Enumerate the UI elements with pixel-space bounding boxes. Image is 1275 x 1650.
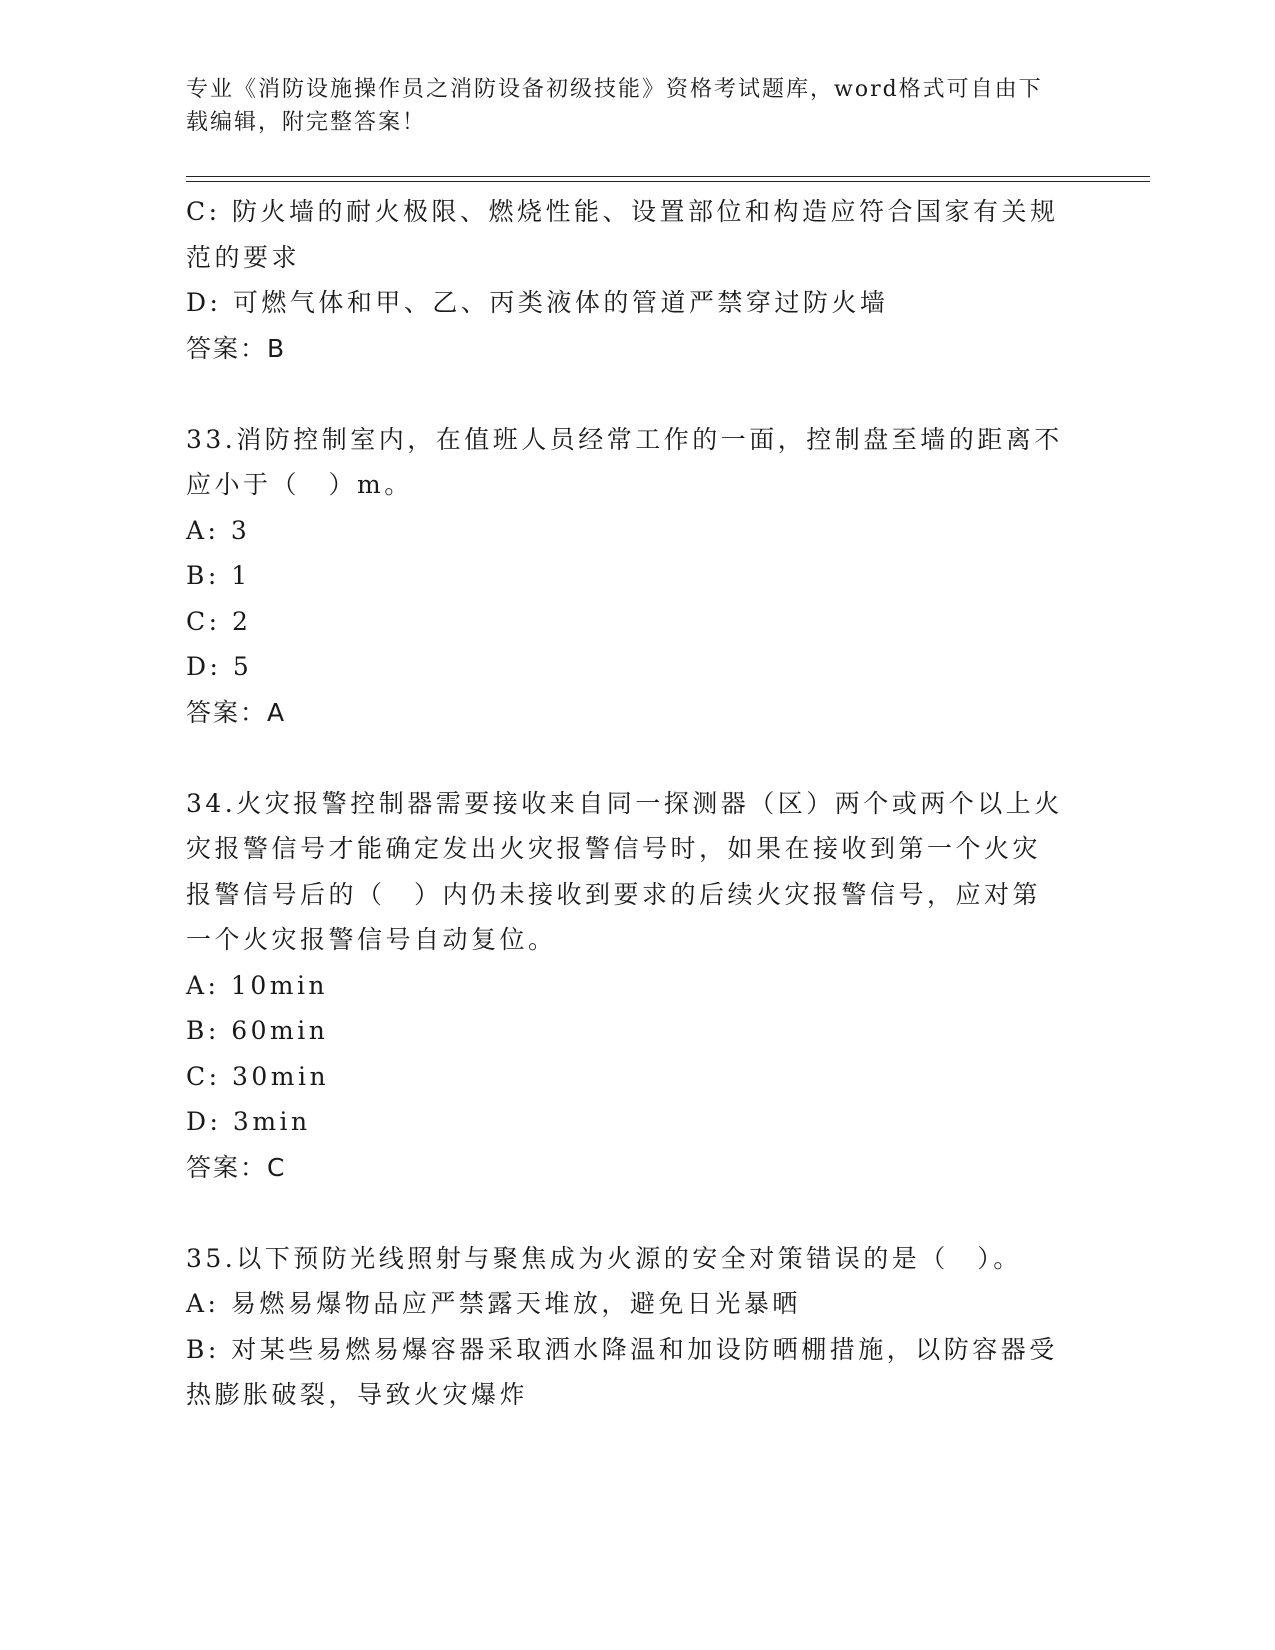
spacer — [186, 1190, 1066, 1236]
question-text: 35.以下预防光线照射与聚焦成为火源的安全对策错误的是（ ）。 — [186, 1243, 1022, 1273]
option-c: C: 30min — [186, 1061, 330, 1091]
question-block-34 — [186, 781, 1066, 1191]
option-c: C: 防火墙的耐火极限、燃烧性能、设置部位和构造应符合国家有关规范的要求 — [186, 197, 1059, 272]
question-block-35 — [186, 1236, 1066, 1418]
question-text: 34.火灾报警控制器需要接收来自同一探测器（区）两个或两个以上火灾报警信号才能确定发出火灾报警信号时，如果在接收到第一个火灾报警信号后的（ ）内仍未接收到要求的后续火灾报警信号，应对第一个火灾报警信号自动复位。 — [186, 788, 1063, 954]
question-text: 33.消防控制室内，在值班人员经常工作的一面，控制盘至墙的距离不应小于（ ）m。 — [186, 424, 1063, 499]
option-a: A: 10min — [186, 970, 329, 1000]
option-d: D: 可燃气体和甲、乙、丙类液体的管道严禁穿过防火墙 — [186, 288, 889, 317]
option-b: B: 1 — [186, 561, 251, 590]
option-b: B: 60min — [186, 1016, 329, 1045]
option-b: B: 对某些易燃易爆容器采取洒水降温和加设防晒棚措施，以防容器受热膨胀破裂，导致火灾爆炸 — [186, 1334, 1058, 1409]
question-content — [186, 189, 1066, 1418]
option-a: A: 3 — [186, 515, 251, 545]
answer-text: 答案：C — [186, 1152, 287, 1182]
option-d: D: 3min — [186, 1107, 311, 1136]
spacer — [186, 735, 1066, 781]
question-block-32 — [186, 189, 1066, 371]
option-a: A: 易燃易爆物品应严禁露天堆放，避免日光暴晒 — [186, 1289, 801, 1318]
spacer — [186, 371, 1066, 417]
answer-text: 答案：B — [186, 333, 287, 363]
answer-text: 答案：A — [186, 697, 287, 727]
option-d: D: 5 — [186, 652, 253, 681]
document-header: 专业《消防设施操作员之消防设备初级技能》资格考试题库，word格式可自由下载编辑，附完整答案！ — [186, 77, 1043, 135]
header-rule-top — [186, 176, 1150, 177]
question-block-33 — [186, 417, 1066, 736]
option-c: C: 2 — [186, 606, 252, 636]
header-rule-bottom — [186, 181, 1150, 182]
